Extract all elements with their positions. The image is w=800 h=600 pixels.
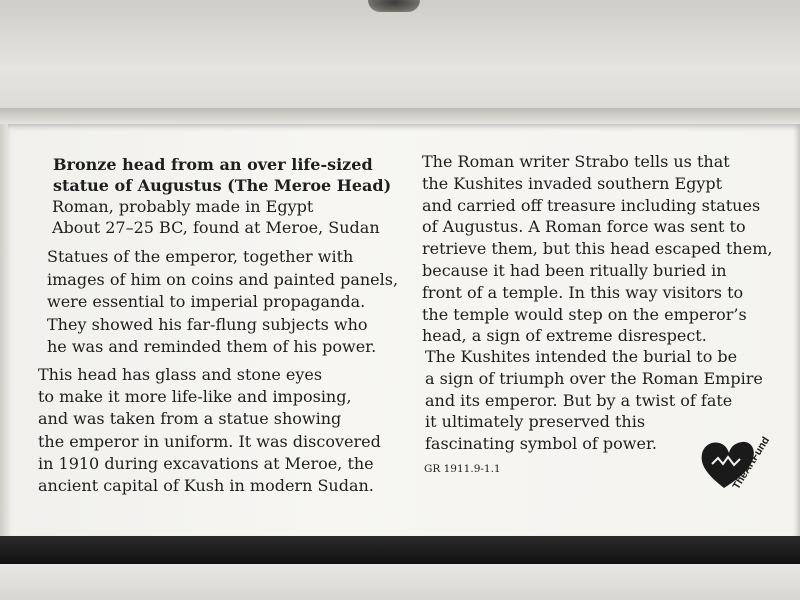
label-paragraph-3 [422,151,772,347]
object-reference-number: GR 1911.9-1.1 [424,463,501,475]
subtitle-line: About 27–25 BC, found at Meroe, Sudan [52,218,380,238]
logo-wordmark: TheArtFund [730,434,773,492]
paragraph-line: fascinating symbol of power. [425,434,657,454]
paragraph-line: and its emperor. But by a twist of fate [425,390,733,410]
paragraph-line: and was taken from a statue showing [38,409,342,429]
paragraph-line: to make it more life-like and imposing, [38,387,352,407]
label-paragraph-2 [38,364,381,497]
paragraph-line: a sign of triumph over the Roman Empire [425,368,763,388]
paragraph-line: in 1910 during excavations at Meroe, the [38,453,374,473]
paragraph-line: This head has glass and stone eyes [38,365,323,384]
paragraph-line: The Kushites intended the burial to be [425,347,738,366]
title-line: Bronze head from an over life-sized [53,155,373,174]
paragraph-line: of Augustus. A Roman force was sent to [422,217,746,237]
paragraph-line: They showed his far-flung subjects who [47,314,368,334]
paragraph-line: were essential to imperial propaganda. [47,292,366,311]
paragraph-line: images of him on coins and painted panels, [47,269,399,289]
paragraph-line: because it had been ritually buried in [422,260,727,280]
subtitle-line: Roman, probably made in Egypt [52,197,314,216]
paragraph-line: the emperor in uniform. It was discovered [38,431,381,451]
label-title [53,154,391,196]
case-floor [0,564,800,600]
paragraph-line: the Kushites invaded southern Egypt [422,173,723,193]
paragraph-line: The Roman writer Strabo tells us that [422,152,730,171]
exhibit-object-base [368,0,420,12]
paragraph-line: head, a sign of extreme disrespect. [422,326,707,346]
paragraph-line: it ultimately preserved this [425,412,646,432]
label-subtitle [52,196,380,238]
paragraph-line: he was and reminded them of his power. [47,337,377,356]
paragraph-line: retrieve them, but this head escaped them, [422,239,773,259]
paragraph-line: ancient capital of Kush in modern Sudan. [38,476,374,496]
paragraph-line: Statues of the emperor, together with [47,247,354,266]
art-fund-heart-logo [698,420,784,496]
paragraph-line: front of a temple. In this way visitors to [422,282,744,302]
label-paragraph-1 [47,246,398,359]
title-line: statue of Augustus (The Meroe Head) [53,176,392,196]
paragraph-line: the temple would step on the emperor’s [422,304,747,324]
paragraph-line: and carried off treasure including statues [422,195,761,215]
case-bottom-rail [0,536,800,564]
display-case-wall [0,0,800,125]
